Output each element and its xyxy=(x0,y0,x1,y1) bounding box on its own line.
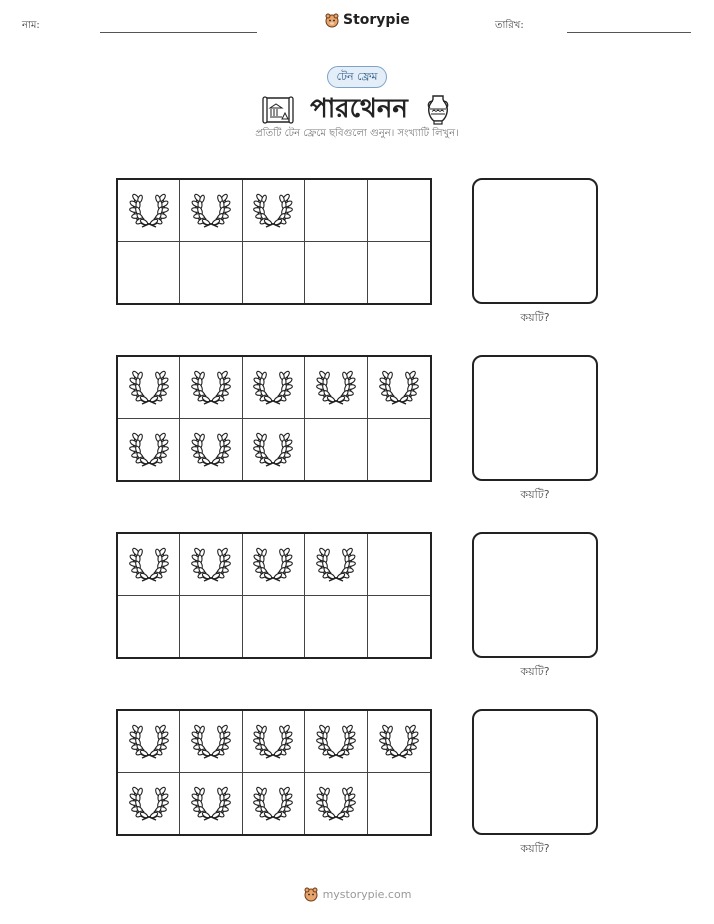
laurel-wreath-icon xyxy=(315,543,357,585)
topic-badge: টেন ফ্রেম xyxy=(327,66,387,88)
ten-frame xyxy=(116,178,432,305)
laurel-wreath-icon xyxy=(128,366,170,408)
frame-cell xyxy=(305,711,367,773)
frame-cell xyxy=(180,534,242,596)
frame-cell xyxy=(243,773,305,835)
ten-frame xyxy=(116,355,432,482)
frame-cell xyxy=(305,534,367,596)
frame-cell xyxy=(180,419,242,481)
frame-cell xyxy=(180,773,242,835)
frame-cell xyxy=(305,773,367,835)
storypie-mascot-icon xyxy=(324,12,340,28)
frame-cell xyxy=(118,773,180,835)
laurel-wreath-icon xyxy=(252,189,294,231)
laurel-wreath-icon xyxy=(315,782,357,824)
laurel-wreath-icon xyxy=(190,366,232,408)
frame-cell xyxy=(243,711,305,773)
frame-cell xyxy=(180,180,242,242)
page-title: পারথেনন xyxy=(310,94,408,124)
frame-cell xyxy=(368,419,430,481)
frame-cell xyxy=(118,596,180,658)
brand-name: Storypie xyxy=(343,12,410,28)
laurel-wreath-icon xyxy=(190,720,232,762)
answer-label: কয়টি? xyxy=(520,488,550,501)
laurel-wreath-icon xyxy=(128,782,170,824)
ten-frame xyxy=(116,532,432,659)
laurel-wreath-icon xyxy=(190,543,232,585)
laurel-wreath-icon xyxy=(128,189,170,231)
frame-cell xyxy=(118,357,180,419)
laurel-wreath-icon xyxy=(315,366,357,408)
frame-cell xyxy=(305,242,367,304)
laurel-wreath-icon xyxy=(190,428,232,470)
frame-cell xyxy=(180,357,242,419)
frame-cell xyxy=(368,711,430,773)
laurel-wreath-icon xyxy=(128,543,170,585)
frame-cell xyxy=(305,596,367,658)
date-field[interactable] xyxy=(567,32,691,33)
storypie-mascot-icon xyxy=(303,886,319,902)
frame-cell xyxy=(368,242,430,304)
laurel-wreath-icon xyxy=(128,428,170,470)
laurel-wreath-icon xyxy=(252,720,294,762)
answer-box[interactable] xyxy=(472,178,598,304)
laurel-wreath-icon xyxy=(378,720,420,762)
scroll-map-icon xyxy=(262,95,294,125)
name-field[interactable] xyxy=(100,32,257,33)
frame-cell xyxy=(118,534,180,596)
frame-cell xyxy=(243,242,305,304)
frame-cell xyxy=(243,596,305,658)
frame-cell xyxy=(118,419,180,481)
frame-cell xyxy=(118,180,180,242)
answer-box[interactable] xyxy=(472,532,598,658)
answer-box[interactable] xyxy=(472,709,598,835)
frame-cell xyxy=(243,357,305,419)
laurel-wreath-icon xyxy=(252,428,294,470)
laurel-wreath-icon xyxy=(315,720,357,762)
laurel-wreath-icon xyxy=(128,720,170,762)
footer-url[interactable]: mystorypie.com xyxy=(322,887,412,901)
frame-cell xyxy=(180,711,242,773)
frame-cell xyxy=(368,773,430,835)
frame-cell xyxy=(305,419,367,481)
frame-cell xyxy=(368,180,430,242)
frame-cell xyxy=(243,419,305,481)
frame-cell xyxy=(243,180,305,242)
footer xyxy=(0,886,714,902)
frame-cell xyxy=(180,242,242,304)
instructions: প্রতিটি টেন ফ্রেমে ছবিগুলো গুনুন। সংখ্যাটি লিখুন। xyxy=(255,128,459,139)
greek-vase-icon xyxy=(424,94,452,126)
answer-label: কয়টি? xyxy=(520,842,550,855)
brand-logo xyxy=(324,12,410,28)
frame-cell xyxy=(118,242,180,304)
laurel-wreath-icon xyxy=(378,366,420,408)
frame-cell xyxy=(368,534,430,596)
frame-cell xyxy=(305,357,367,419)
frame-cell xyxy=(118,711,180,773)
frame-cell xyxy=(243,534,305,596)
name-label: নাম: xyxy=(22,20,40,31)
date-label: তারিখ: xyxy=(495,20,524,31)
frame-cell xyxy=(368,596,430,658)
laurel-wreath-icon xyxy=(252,366,294,408)
laurel-wreath-icon xyxy=(252,543,294,585)
laurel-wreath-icon xyxy=(190,189,232,231)
ten-frame xyxy=(116,709,432,836)
frame-cell xyxy=(305,180,367,242)
frame-cell xyxy=(368,357,430,419)
answer-label: কয়টি? xyxy=(520,665,550,678)
laurel-wreath-icon xyxy=(252,782,294,824)
answer-label: কয়টি? xyxy=(520,311,550,324)
laurel-wreath-icon xyxy=(190,782,232,824)
frame-cell xyxy=(180,596,242,658)
answer-box[interactable] xyxy=(472,355,598,481)
